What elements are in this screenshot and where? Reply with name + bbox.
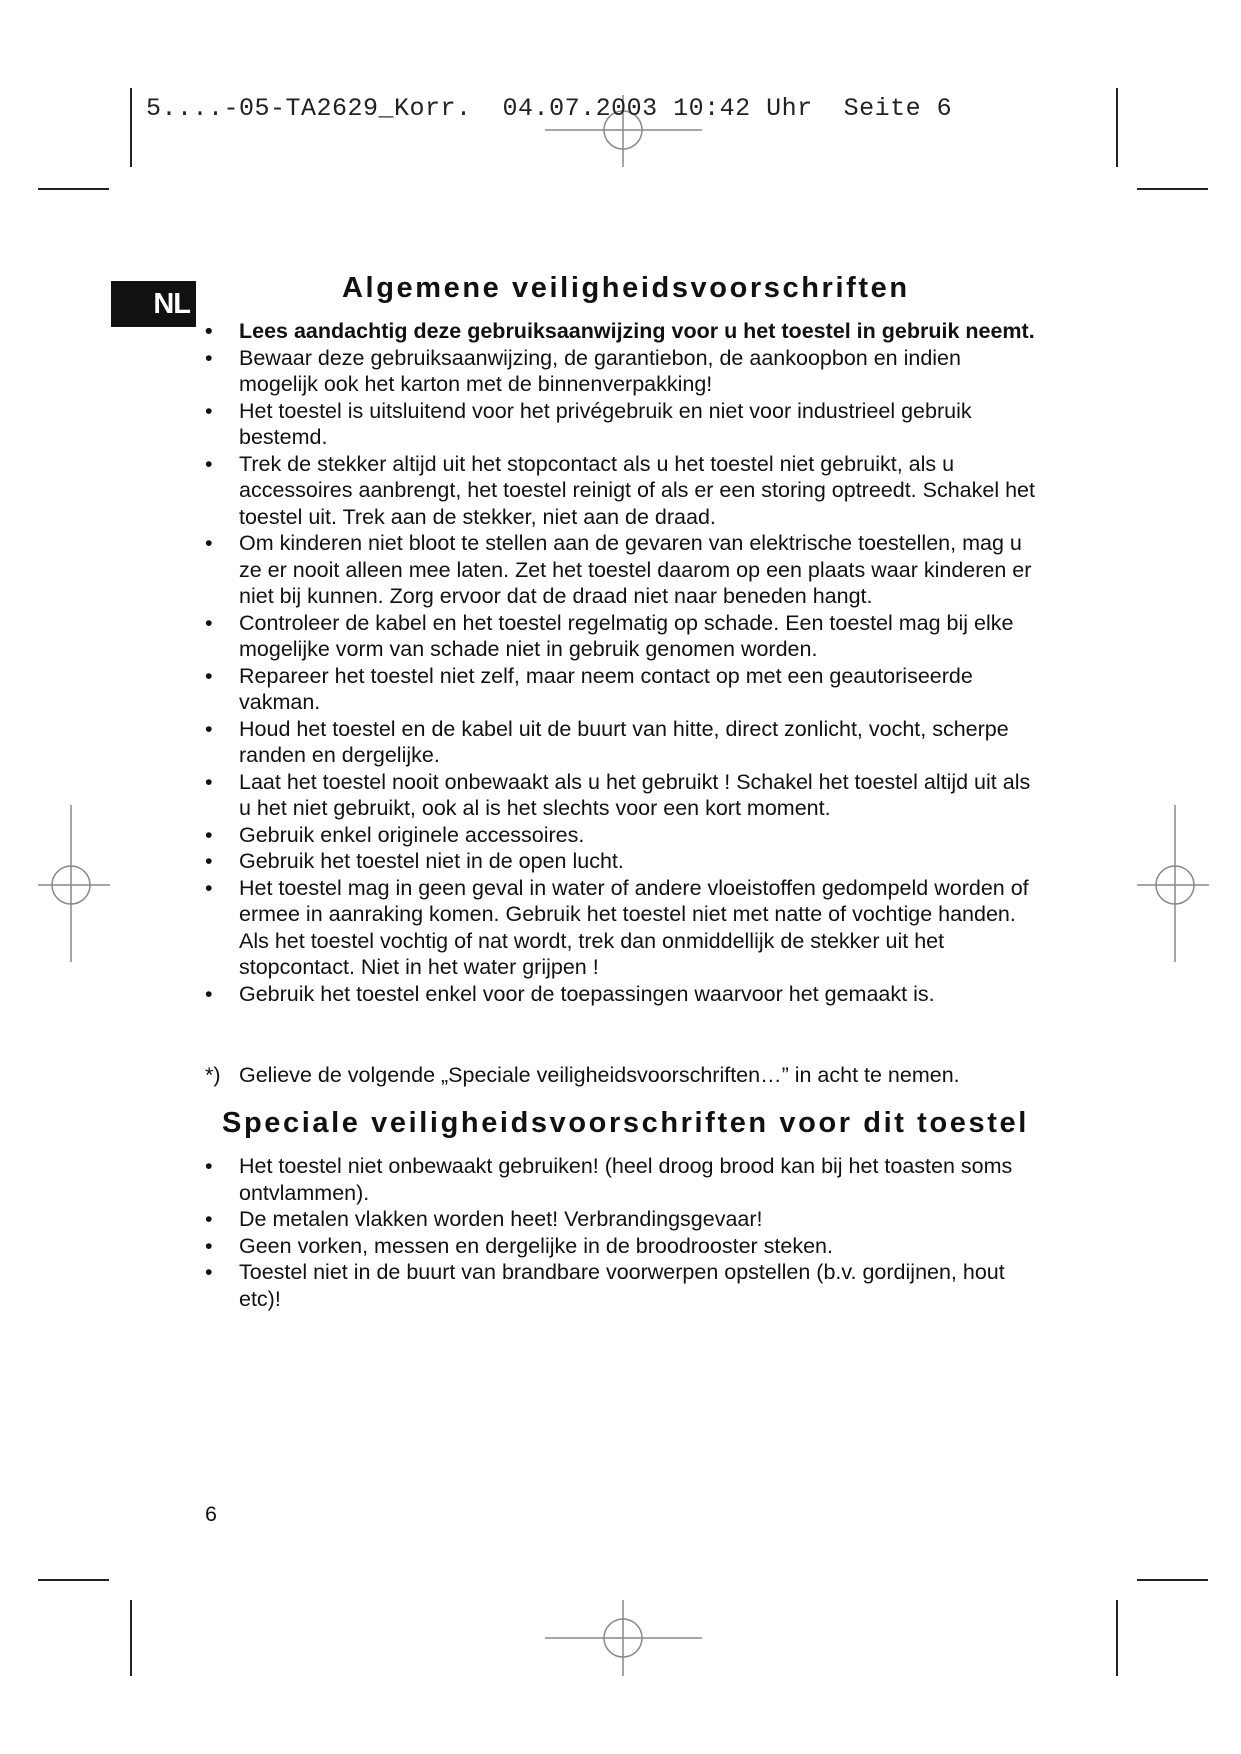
list-item: • Om kinderen niet bloot te stellen aan de gevaren van elektrische toestellen, mag u ze er nooit alleen mee laten. Zet het toestel daarom op een plaats waar kinderen er niet bij kunnen. Zorg ervoor dat de draad niet naar beneden hangt. bbox=[205, 530, 1045, 610]
list-item: • Controleer de kabel en het toestel regelmatig op schade. Een toestel mag bij elke mogelijke vorm van schade niet in gebruik genomen worden. bbox=[205, 610, 1045, 663]
list-item: • Gebruik enkel originele accessoires. bbox=[205, 822, 1045, 849]
section1-title: Algemene veiligheidsvoorschriften bbox=[342, 272, 910, 304]
footnote-text: Gelieve de volgende „Speciale veiligheidsvoorschriften…” in acht te nemen. bbox=[239, 1063, 960, 1087]
page-number: 6 bbox=[205, 1502, 217, 1526]
footnote bbox=[205, 1062, 960, 1089]
general-safety-list bbox=[205, 318, 1045, 1007]
list-item: • Geen vorken, messen en dergelijke in de broodrooster steken. bbox=[205, 1233, 1045, 1260]
list-item: • Gebruik het toestel niet in de open lucht. bbox=[205, 848, 1045, 875]
list-item: • Het toestel is uitsluitend voor het privégebruik en niet voor industrieel gebruik bestemd. bbox=[205, 398, 1045, 451]
list-item: • Het toestel mag in geen geval in water of andere vloeistoffen gedompeld worden of ermee in aanraking komen. Gebruik het toestel niet met natte of vochtige handen. Als het toestel vochtig of nat wordt, trek dan onmiddellijk de stekker uit het stopcontact. Niet in het water grijpen ! bbox=[205, 875, 1045, 981]
list-item: • Gebruik het toestel enkel voor de toepassingen waarvoor het gemaakt is. bbox=[205, 981, 1045, 1008]
list-item: • De metalen vlakken worden heet! Verbrandingsgevaar! bbox=[205, 1206, 1045, 1233]
list-item: • Trek de stekker altijd uit het stopcontact als u het toestel niet gebruikt, als u accessoires aanbrengt, het toestel reinigt of als er een storing optreedt. Schakel het toestel uit. Trek aan de stekker, niet aan de draad. bbox=[205, 451, 1045, 531]
list-item: • Toestel niet in de buurt van brandbare voorwerpen opstellen (b.v. gordijnen, hout etc)! bbox=[205, 1259, 1045, 1312]
list-item: • Bewaar deze gebruiksaanwijzing, de garantiebon, de aankoopbon en indien mogelijk ook het karton met de binnenverpakking! bbox=[205, 345, 1045, 398]
list-item: • Houd het toestel en de kabel uit de buurt van hitte, direct zonlicht, vocht, scherpe randen en dergelijke. bbox=[205, 716, 1045, 769]
list-item: • Repareer het toestel niet zelf, maar neem contact op met een geautoriseerde vakman. bbox=[205, 663, 1045, 716]
language-tab: NL bbox=[111, 281, 196, 327]
toaster-safety-list bbox=[205, 1153, 1045, 1312]
list-item: • Lees aandachtig deze gebruiksaanwijzing voor u het toestel in gebruik neemt. bbox=[205, 318, 1045, 345]
list-item: • Laat het toestel nooit onbewaakt als u het gebruikt ! Schakel het toestel altijd uit als u het niet gebruikt, ook al is het slechts voor een kort moment. bbox=[205, 769, 1045, 822]
footnote-marker: *) bbox=[205, 1063, 221, 1087]
section2-title: Speciale veiligheidsvoorschriften voor dit toestel bbox=[222, 1107, 1029, 1139]
print-slug-line: 5....-05-TA2629_Korr. 04.07.2003 10:42 Uhr Seite 6 bbox=[146, 94, 953, 123]
list-item: • Het toestel niet onbewaakt gebruiken! (heel droog brood kan bij het toasten soms ontvlammen). bbox=[205, 1153, 1045, 1206]
